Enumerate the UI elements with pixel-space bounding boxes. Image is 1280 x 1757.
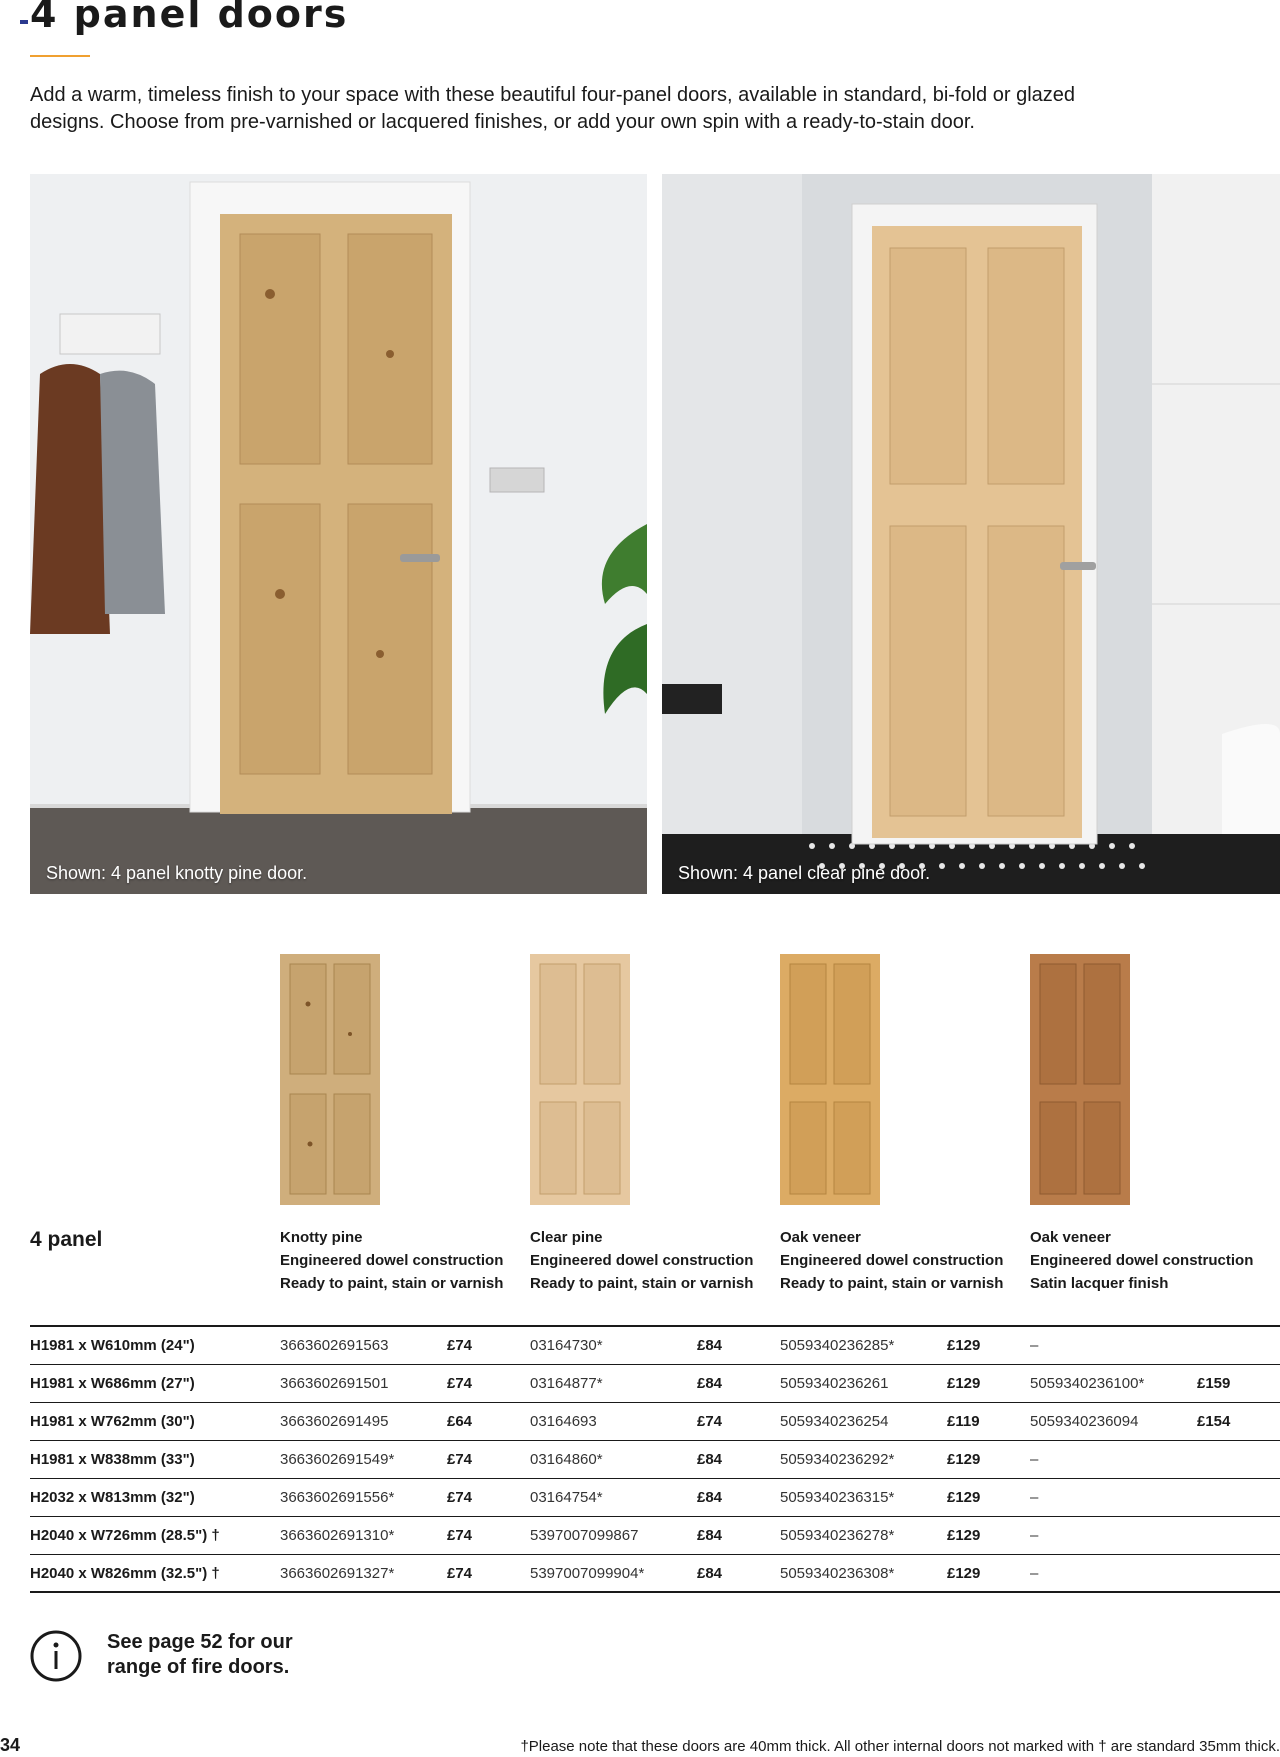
product-code-cell: 3663602691327* [280,1565,395,1582]
product-code-cell: – [1030,1337,1039,1354]
size-cell: H2040 x W826mm (32.5") † [30,1565,220,1582]
oak-veneer-lacquered-door-icon [1030,954,1130,1205]
product-description-oak-veneer-paintable [780,1226,1003,1295]
product-name: Oak veneer [780,1229,861,1246]
table-row [30,1403,1280,1441]
product-code-cell: 5397007099904* [530,1565,645,1582]
product-construction: Engineered dowel construction [280,1252,504,1269]
fire-doors-note [107,1630,293,1680]
price-cell: £129 [947,1337,981,1354]
title-accent-line [30,55,90,57]
page-title: 4 panel doors [30,0,349,36]
intro-paragraph: Add a warm, timeless finish to your space with these beautiful four-panel doors, available in standard, bi-fold or glazed designs. Choose from pre-varnished or lacquered finishes, or add your own spin with a ready-to-stain door. [30,84,1076,133]
product-code-cell: 5059340236100* [1030,1375,1145,1392]
size-cell: H2040 x W726mm (28.5") † [30,1527,220,1544]
info-icon [30,1630,82,1682]
table-row [30,1555,1280,1593]
oak-veneer-door-icon [780,954,880,1205]
size-cell: H1981 x W610mm (24") [30,1337,195,1354]
product-code-cell: 3663602691556* [280,1489,395,1506]
product-description-oak-veneer-lacquered [1030,1226,1253,1295]
price-cell: £129 [947,1489,981,1506]
product-description-clear-pine [530,1226,753,1295]
table-row [30,1365,1280,1403]
section-label: 4 panel [30,1228,103,1251]
knotty-pine-scene-illustration [30,174,647,894]
product-code-cell: 5059340236278* [780,1527,895,1544]
price-cell: £129 [947,1527,981,1544]
price-cell: £64 [447,1413,473,1430]
price-cell: £74 [447,1489,473,1506]
price-cell: £84 [697,1565,723,1582]
price-cell: £74 [447,1527,473,1544]
product-description-knotty-pine [280,1226,503,1295]
product-name: Clear pine [530,1229,603,1246]
product-code-cell: 3663602691549* [280,1451,395,1468]
door-thumbnail-clear-pine [530,954,630,1205]
knotty-pine-door-icon [280,954,380,1205]
price-cell: £84 [697,1337,723,1354]
product-code-cell: – [1030,1451,1039,1468]
table-row [30,1479,1280,1517]
product-code-cell: 5059340236094 [1030,1413,1139,1430]
price-cell: £74 [447,1565,473,1582]
table-row [30,1327,1280,1365]
product-finish: Ready to paint, stain or varnish [780,1275,1004,1292]
fire-doors-note-line-2: range of fire doors. [107,1656,290,1678]
product-finish: Satin lacquer finish [1030,1275,1169,1292]
product-code-cell: 03164730* [530,1337,603,1354]
page-number: 34 [0,1735,21,1755]
title-marker [20,20,28,24]
product-code-cell: 3663602691310* [280,1527,395,1544]
product-name: Oak veneer [1030,1229,1111,1246]
size-cell: H1981 x W762mm (30") [30,1413,195,1430]
price-cell: £74 [447,1451,473,1468]
product-code-cell: 5397007099867 [530,1527,639,1544]
price-cell: £74 [447,1337,473,1354]
photo-caption-left: Shown: 4 panel knotty pine door. [46,863,308,883]
photo-knotty-pine-door [30,174,647,894]
price-cell: £159 [1197,1375,1231,1392]
table-row [30,1441,1280,1479]
photo-caption-right: Shown: 4 panel clear pine door. [678,863,931,883]
product-code-cell: – [1030,1527,1039,1544]
product-code-cell: 5059340236254 [780,1413,889,1430]
product-code-cell: 5059340236292* [780,1451,895,1468]
price-cell: £74 [447,1375,473,1392]
product-code-cell: 5059340236308* [780,1565,895,1582]
product-finish: Ready to paint, stain or varnish [280,1275,504,1292]
size-price-table [30,1325,1280,1593]
product-code-cell: 3663602691501 [280,1375,389,1392]
price-cell: £84 [697,1527,723,1544]
door-thumbnail-knotty-pine [280,954,380,1205]
size-cell: H2032 x W813mm (32") [30,1489,195,1506]
size-cell: H1981 x W686mm (27") [30,1375,195,1392]
price-cell: £129 [947,1565,981,1582]
clear-pine-scene-illustration [662,174,1280,894]
product-construction: Engineered dowel construction [780,1252,1004,1269]
product-code-cell: 5059340236285* [780,1337,895,1354]
price-cell: £119 [947,1413,980,1430]
product-code-cell: – [1030,1489,1039,1506]
product-name: Knotty pine [280,1229,363,1246]
price-cell: £154 [1197,1413,1231,1430]
product-construction: Engineered dowel construction [1030,1252,1254,1269]
product-code-cell: 5059340236261 [780,1375,889,1392]
table-row [30,1517,1280,1555]
photo-clear-pine-door [662,174,1280,894]
price-cell: £129 [947,1451,981,1468]
product-code-cell: 03164693 [530,1413,597,1430]
price-cell: £84 [697,1489,723,1506]
product-finish: Ready to paint, stain or varnish [530,1275,754,1292]
product-code-cell: 03164860* [530,1451,603,1468]
product-code-cell: 3663602691495 [280,1413,389,1430]
door-thumbnail-oak-veneer-lacquered [1030,954,1130,1205]
product-code-cell: 3663602691563 [280,1337,389,1354]
price-cell: £129 [947,1375,981,1392]
size-cell: H1981 x W838mm (33") [30,1451,195,1468]
product-code-cell: 03164877* [530,1375,603,1392]
door-thumbnail-oak-veneer-paintable [780,954,880,1205]
product-code-cell: 03164754* [530,1489,603,1506]
price-cell: £74 [697,1413,723,1430]
product-code-cell: – [1030,1565,1039,1582]
price-cell: £84 [697,1451,723,1468]
thickness-footnote: †Please note that these doors are 40mm thick. All other internal doors not marked with † are standard 35mm thick. [520,1738,1280,1755]
product-code-cell: 5059340236315* [780,1489,895,1506]
product-construction: Engineered dowel construction [530,1252,754,1269]
fire-doors-note-line-1: See page 52 for our [107,1631,293,1653]
price-cell: £84 [697,1375,723,1392]
clear-pine-door-icon [530,954,630,1205]
